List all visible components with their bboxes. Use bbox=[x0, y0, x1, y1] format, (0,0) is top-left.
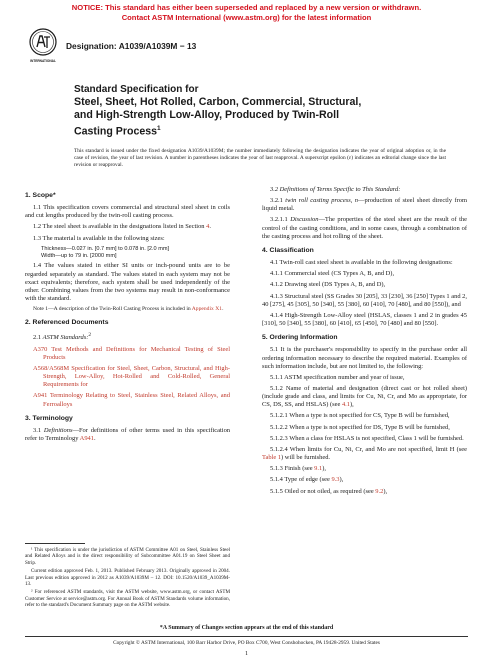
ordering-information-heading: 5. Ordering Information bbox=[262, 334, 338, 342]
para-2-1 bbox=[25, 331, 230, 342]
para-4-1-1: 4.1.1 Commercial steel (CS Types A, B, and D), bbox=[270, 270, 395, 278]
notice-line-2: Contact ASTM International (www.astm.org) for the latest information bbox=[121, 12, 372, 22]
para-1-2-text: 1.2 The steel sheet is available in the designations listed in Section bbox=[33, 223, 207, 231]
a370-title[interactable]: Test Methods and Definitions for Mechanical Testing of Steel Products bbox=[43, 345, 230, 361]
astm-logo bbox=[28, 27, 58, 65]
para-5-1-2-4-text: 5.1.2.4 When limits for Cu, Ni, Cr, and Mo are not specified, limit H (see bbox=[270, 445, 467, 453]
size-width: Width—up to 79 in. [2000 mm] bbox=[41, 252, 117, 259]
para-5-1-3-text: 5.1.3 Finish (see bbox=[270, 465, 315, 473]
para-5-1-3 bbox=[262, 465, 467, 473]
note-1-text: Note 1—A description of the Twin-Roll Casting Process is included in bbox=[33, 306, 192, 313]
title-line-1: Steel, Sheet, Hot Rolled, Carbon, Commercial, Structural, bbox=[74, 96, 362, 108]
para-5-1-2-4-end: ) will be furnished. bbox=[281, 454, 331, 462]
withdrawal-notice bbox=[0, 3, 493, 22]
para-5-1-3-end: ), bbox=[322, 465, 326, 473]
para-1-3: 1.3 The material is available in the following sizes: bbox=[33, 234, 165, 242]
section-4-link[interactable]: 4 bbox=[206, 223, 210, 231]
copyright-line: Copyright © ASTM International, 100 Barr Harbor Drive, PO Box C700, West Conshohocken, PA 19428-2959. United States bbox=[113, 640, 380, 646]
reference-a370 bbox=[25, 346, 230, 362]
para-3-1-text: —For definitions of other terms used in this specification refer to Terminology bbox=[25, 426, 231, 443]
scope-heading: 1. Scope* bbox=[25, 192, 56, 199]
section-9-3-link[interactable]: 9.3 bbox=[331, 476, 340, 484]
svg-text:INTERNATIONAL: INTERNATIONAL bbox=[30, 59, 56, 63]
title-line-3-text: Casting Process bbox=[74, 125, 158, 138]
title-block bbox=[74, 84, 434, 139]
para-3-1 bbox=[25, 427, 230, 443]
size-thickness: Thickness—0.027 in. [0.7 mm] to 0.078 in. [2.0 mm] bbox=[41, 245, 170, 252]
para-5-1-2-text: 5.1.2 Name of material and designation (direct cast or hot rolled sheet) (include grade and class, and limits for Cu, Ni, Cr, and Mo as appropriate, for CS, DS, SS, and HSLAS) (see bbox=[262, 384, 467, 409]
reference-list bbox=[25, 346, 230, 409]
title-line-2: and High-Strength Low-Alloy, Produced by Twin-Roll bbox=[74, 109, 340, 122]
terminology-heading: 3. Terminology bbox=[25, 414, 73, 422]
para-3-2-text: 3.2 Definitions of Terms Specific to This Standard: bbox=[270, 186, 401, 193]
twin-roll-term: twin roll casting process, n bbox=[285, 197, 358, 205]
reference-a568 bbox=[25, 365, 230, 389]
section-9-1-link[interactable]: 9.1 bbox=[314, 465, 323, 473]
a568-link[interactable]: A568/A568M bbox=[33, 364, 70, 372]
reference-a941 bbox=[25, 392, 230, 408]
title-prefix: Standard Specification for bbox=[74, 84, 199, 95]
para-5-1-4 bbox=[262, 476, 467, 484]
para-3-2-1-text: —production of steel sheet directly from liquid metal. bbox=[262, 197, 467, 213]
para-5-1-2-3: 5.1.2.3 When a class for HSLAS is not specified, Class 1 will be furnished. bbox=[270, 434, 464, 442]
a941-title[interactable]: Terminology Relating to Steel, Stainless Steel, Related Alloys, and Ferroalloys bbox=[43, 392, 230, 408]
footnotes bbox=[25, 543, 230, 611]
note-1 bbox=[25, 306, 230, 313]
footnote-1: ¹ This specification is under the jurisdiction of ASTM Committee A01 on Steel, Stainless Steel and Related Alloys and is the direct responsibility of Subcommittee A01.19 on Steel Sheet and Strip. bbox=[25, 547, 230, 566]
a370-link[interactable]: A370 bbox=[33, 345, 48, 353]
para-5-1-5-end: ), bbox=[383, 487, 388, 495]
para-1-2 bbox=[25, 223, 230, 231]
size-list bbox=[25, 246, 230, 260]
para-4-1-2: 4.1.2 Drawing steel (DS Types A, B, and D), bbox=[270, 281, 386, 289]
page-number: 1 bbox=[244, 650, 249, 657]
referenced-documents-heading: 2. Referenced Documents bbox=[25, 319, 109, 327]
para-1-2-end: . bbox=[209, 223, 211, 231]
para-5-1-2-end: ), bbox=[350, 401, 354, 409]
section-4-1-link[interactable]: 4.1 bbox=[341, 401, 350, 409]
discussion-label: Discussion bbox=[290, 216, 319, 224]
footnote-1-edition: Current edition approved Feb. 1, 2013. Published February 2013. Originally approved in 2004. Last previous edition approved in 2012 as A1039/A1039M – 12. DOI: 10.1520/A1039_A1039M-13. bbox=[25, 568, 230, 588]
a941-link[interactable]: A941 bbox=[33, 392, 48, 400]
para-4-1-3: 4.1.3 Structural steel (SS Grades 30 [205], 33 [230], 36 [250] Types 1 and 2, 40 [275], 45 [305], 50 [340], 55 [380], 60 [410], 70 [480], and 80 [550]), and bbox=[262, 292, 467, 308]
para-3-2-1 bbox=[262, 197, 467, 213]
footnote-rule bbox=[25, 543, 85, 544]
designation: Designation: A1039/A1039M − 13 bbox=[66, 41, 197, 51]
copyright-divider bbox=[25, 636, 468, 637]
para-3-2 bbox=[262, 186, 467, 194]
title-footnote-mark: 1 bbox=[157, 125, 161, 133]
para-3-2-1-1-num: 3.2.1.1 bbox=[270, 216, 291, 224]
para-5-1-2 bbox=[262, 385, 467, 409]
footnote-2-mark: 2 bbox=[88, 332, 92, 339]
section-9-2-link[interactable]: 9.2 bbox=[375, 487, 384, 495]
right-column bbox=[262, 186, 467, 499]
para-4-1-4: 4.1.4 High-Strength Low-Alloy steel (HSLAS, classes 1 and 2 in grades 45 [310], 50 [340], 55 [380], 60 [410], 65 [450], 70 [480] and 80 [550]. bbox=[262, 311, 467, 328]
para-3-2-1-1 bbox=[262, 216, 467, 240]
para-5-1-5 bbox=[262, 488, 467, 496]
a568-title[interactable]: Specification for Steel, Sheet, Carbon, Structural, and High-Strength, Low-Alloy, Hot-Rolled and Cold-Rolled, General Requirements for bbox=[43, 364, 230, 389]
note-1-end: . bbox=[222, 306, 224, 313]
definitions-label: Definitions bbox=[43, 426, 73, 434]
para-5-1-5-text: 5.1.5 Oiled or not oiled, as required (see bbox=[270, 487, 376, 495]
appendix-x1-link[interactable]: Appendix X1 bbox=[191, 306, 223, 313]
para-3-1-num: 3.1 bbox=[33, 426, 44, 434]
para-1-1: 1.1 This specification covers commercial and structural steel sheet in coils and cut lengths produced by the twin-roll casting process. bbox=[25, 204, 230, 220]
para-5-1-2-2: 5.1.2.2 When a type is not specified for DS, Type B will be furnished, bbox=[270, 423, 450, 431]
table-1-link[interactable]: Table 1 bbox=[262, 454, 282, 462]
left-column bbox=[25, 186, 230, 446]
para-3-1-end: . bbox=[93, 435, 96, 443]
issue-note: This standard is issued under the fixed designation A1039/A1039M; the number immediately following the designation indicates the year of original adoption or, in the case of revision, the year of last revision. A number in parentheses indicates the year of last reapproval. A superscript epsilon (ε) indicates an editorial change since the last revision or reapproval. bbox=[74, 148, 446, 169]
para-5-1-4-end: ), bbox=[339, 476, 344, 484]
para-1-4: 1.4 The values stated in either SI units or inch-pound units are to be regarded separately as standard. The values stated in each system may not be exact equivalents; therefore, each system shall be used independently of the other. Combining values from the two systems may result in non-conformance with the standard. bbox=[25, 262, 230, 302]
para-3-2-1-1-text: —The properties of the steel sheet are the result of the control of the casting conditions, and in some cases, through a combination of the casting process and hot rolling of the sheet. bbox=[262, 216, 467, 240]
para-2-1-num: 2.1 bbox=[33, 334, 43, 342]
para-3-2-1-num: 3.2.1 bbox=[270, 197, 286, 205]
title-line-3 bbox=[74, 122, 434, 139]
summary-of-changes-note: *A Summary of Changes section appears at the end of this standard bbox=[159, 625, 334, 631]
para-5-1-4-text: 5.1.4 Type of edge (see bbox=[270, 476, 332, 484]
astm-standards-label: ASTM Standards: bbox=[42, 334, 89, 342]
para-5-1-2-4 bbox=[262, 446, 467, 462]
a941-term-link[interactable]: A941 bbox=[79, 435, 94, 443]
classification-heading: 4. Classification bbox=[262, 246, 314, 254]
footnote-2: ² For referenced ASTM standards, visit the ASTM website, www.astm.org, or contact ASTM Customer Service at service@astm.org. For Annual Book of ASTM Standards volume information, refer to the standard's Document Summary page on the ASTM website. bbox=[25, 589, 230, 609]
para-5-1-2-1: 5.1.2.1 When a type is not specified for CS, Type B will be furnished, bbox=[270, 412, 450, 420]
para-5-1-1: 5.1.1 ASTM specification number and year of issue, bbox=[270, 373, 405, 381]
notice-line-1: NOTICE: This standard has either been superseded and replaced by a new version or withdrawn. bbox=[71, 3, 422, 12]
para-5-1: 5.1 It is the purchaser's responsibility to specify in the purchase order all ordering information necessary to describe the required material. Examples of such information include, but are not limited to, the following: bbox=[262, 346, 467, 370]
para-4-1: 4.1 Twin-roll cast steel sheet is available in the following designations: bbox=[270, 259, 453, 267]
